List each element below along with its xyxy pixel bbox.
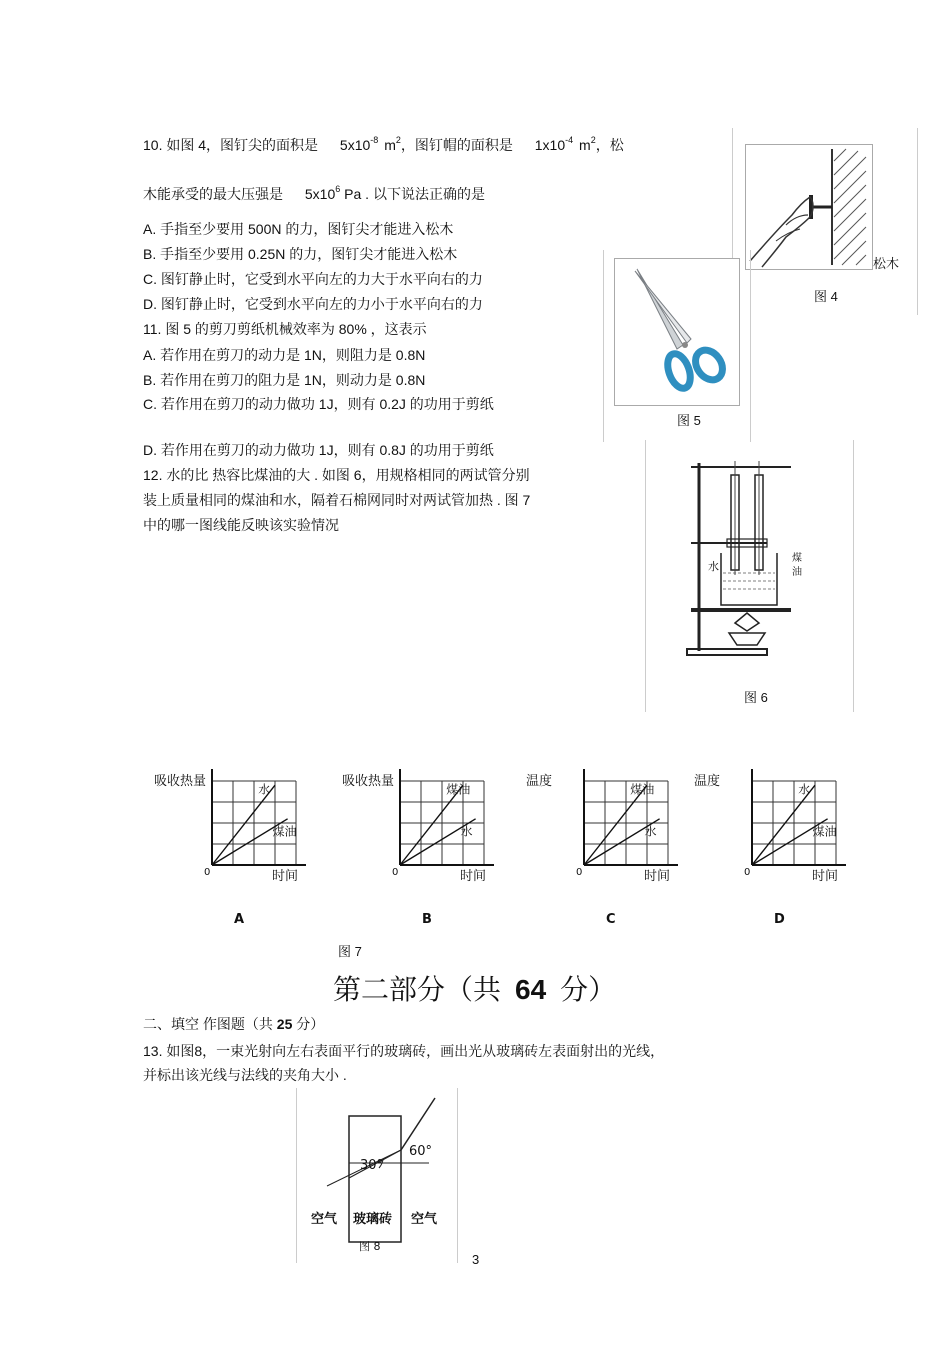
y-axis-label: 温度 [526, 774, 553, 789]
q13-line2: 并标出该光线与法线的夹角大小 . [143, 1067, 347, 1083]
upper-series-label: 水 [258, 782, 271, 797]
x-axis-label: 时间 [272, 869, 299, 884]
origin-label: 0 [576, 867, 583, 878]
figure-5 [603, 250, 751, 442]
q11-option-b: B. 若作用在剪刀的阻力是 1N，则动力是 0.8N [143, 372, 426, 388]
q10-line2: 木能承受的最大压强是 $5x10^6$ Pa . 以下说法正确的是 [143, 184, 485, 202]
figure-8-caption: 图 8 [359, 1240, 381, 1253]
graph-b [328, 745, 503, 935]
q10-line1: 10. 如图 4，图钉尖的面积是 $5x10^{-8}$ $m^2$，图钉帽的面积是 $1x10^{-4}$ $m^2$，松 [143, 135, 624, 153]
upper-series-label: 煤油 [446, 782, 471, 797]
figure-6-caption: 图 6 [744, 690, 768, 705]
upper-series-line [400, 785, 463, 865]
figure-7-caption: 图 7 [338, 944, 362, 959]
q12-line3: 中的哪一图线能反映该实验情况 [143, 517, 339, 533]
figure-8 [296, 1088, 458, 1263]
y-axis-label: 温度 [694, 774, 721, 789]
glass-refraction-diagram [297, 1088, 457, 1263]
figure-8-label-glass: 玻璃砖 [353, 1212, 393, 1227]
figure-8-angle-30: 30° [360, 1158, 384, 1173]
origin-label: 0 [392, 867, 399, 878]
q13-line1: 13. 如图8，一束光射向左右表面平行的玻璃砖，画出光从玻璃砖左表面射出的光线， [143, 1043, 665, 1059]
q10-option-b: B. 手指至少要用 0.25N 的力，图钉尖才能进入松木 [143, 246, 458, 262]
thumbtack-illustration [746, 145, 872, 269]
q10-option-d: D. 图钉静止时，它受到水平向左的力小于水平向右的力 [143, 296, 483, 312]
scissors-illustration [615, 259, 739, 405]
figure-8-label-air-left: 空气 [311, 1212, 338, 1227]
figure-6-label-water: 水 [708, 560, 719, 573]
figure-4-image [745, 144, 873, 270]
upper-series-line [752, 785, 815, 865]
lower-series-label: 水 [644, 824, 657, 839]
figure-7 [140, 745, 860, 959]
lower-series-label: 水 [460, 824, 473, 839]
figure-6 [645, 440, 854, 712]
figure-8-angle-60: 60° [409, 1144, 433, 1159]
figure-5-image [614, 258, 740, 406]
upper-series-line [212, 785, 275, 865]
x-axis-label: 时间 [644, 869, 671, 884]
figure-4-label-wood: 松木 [873, 256, 900, 271]
x-axis-label: 时间 [812, 869, 839, 884]
figure-6-label-oil: 煤油 [792, 553, 802, 578]
q12-line2: 装上质量相同的煤油和水，隔着石棉网同时对两试管加热 . 图 7 [143, 492, 531, 508]
q10-option-a: A. 手指至少要用 500N 的力，图钉尖才能进入松木 [143, 221, 454, 237]
graph-c [512, 745, 687, 935]
x-axis-label: 时间 [460, 869, 487, 884]
figure-5-caption: 图 5 [677, 413, 701, 428]
lower-series-label: 煤油 [272, 824, 297, 839]
section-two-heading: 二、填空 作图题（共 25 分） [143, 1016, 325, 1032]
q10-option-c: C. 图钉静止时，它受到水平向左的力大于水平向右的力 [143, 271, 483, 287]
part-two-title: 第二部分（共 64 分） [333, 973, 617, 1006]
graph-letter: C [606, 912, 616, 927]
page-number: 3 [472, 1252, 480, 1267]
y-axis-label: 吸收热量 [154, 774, 207, 789]
q12-line1: 12. 水的比 热容比煤油的大 . 如图 6，用规格相同的两试管分别 [143, 467, 530, 483]
graph-d [680, 745, 855, 935]
upper-series-line [584, 785, 647, 865]
graph-letter: D [774, 912, 785, 927]
q11-option-c: C. 若作用在剪刀的动力做功 1J，则有 0.2J 的功用于剪纸 [143, 396, 494, 412]
figure-4 [732, 128, 918, 315]
graph-a [140, 745, 315, 935]
figure-4-caption: 图 4 [814, 289, 838, 304]
q11-option-d: D. 若作用在剪刀的动力做功 1J，则有 0.8J 的功用于剪纸 [143, 442, 494, 458]
origin-label: 0 [744, 867, 751, 878]
y-axis-label: 吸收热量 [342, 774, 395, 789]
graph-letter: A [234, 912, 245, 927]
lower-series-label: 煤油 [812, 824, 837, 839]
upper-series-label: 水 [798, 782, 811, 797]
q11-option-a: A. 若作用在剪刀的动力是 1N，则阻力是 0.8N [143, 347, 426, 363]
graph-letter: B [422, 912, 432, 927]
figure-8-label-air-right: 空气 [411, 1212, 438, 1227]
q11-stem: 11. 图 5 的剪刀剪纸机械效率为 80% ，这表示 [143, 321, 427, 337]
upper-series-label: 煤油 [630, 782, 655, 797]
origin-label: 0 [204, 867, 211, 878]
